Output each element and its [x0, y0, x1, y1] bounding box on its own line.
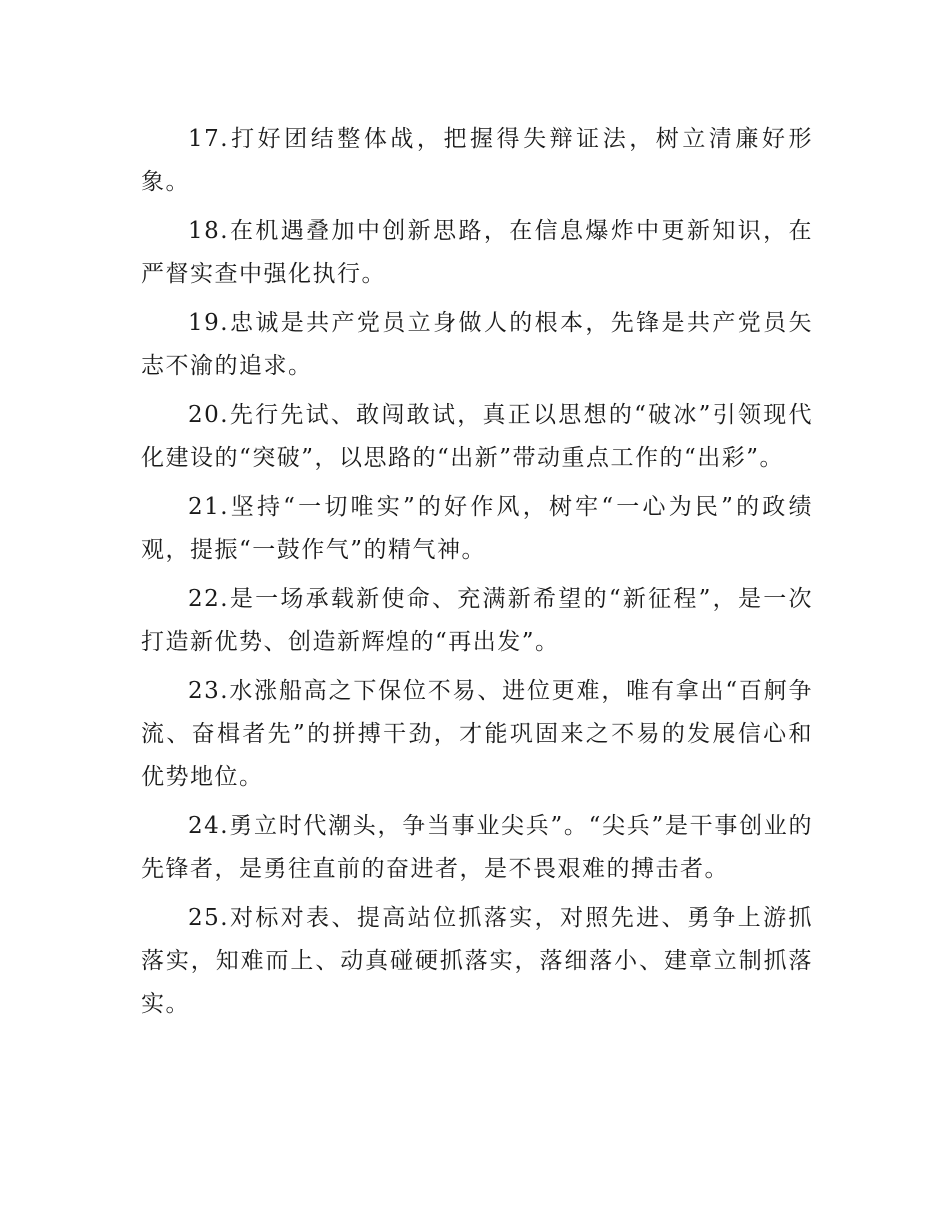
paragraph-18: 18.在机遇叠加中创新思路，在信息爆炸中更新知识，在严督实查中强化执行。 — [141, 218, 813, 287]
paragraph-20: 20.先行先试、敢闯敢试，真正以思想的“破冰”引领现代化建设的“突破”，以思路的“出新”带动重点工作的“出彩”。 — [141, 402, 813, 471]
paragraph-25: 25.对标对表、提高站位抓落实，对照先进、勇争上游抓落实，知难而上、动真碰硬抓落实，落细落小、建章立制抓落实。 — [141, 905, 813, 1017]
paragraph-21: 21.坚持“一切唯实”的好作风，树牢“一心为民”的政绩观，提振“一鼓作气”的精气神。 — [141, 494, 813, 563]
paragraph-24: 24.勇立时代潮头，争当事业尖兵”。“尖兵”是干事创业的先锋者，是勇往直前的奋进者，是不畏艰难的搏击者。 — [141, 813, 813, 882]
document-body — [141, 118, 813, 1032]
paragraph-17: 17.打好团结整体战，把握得失辩证法，树立清廉好形象。 — [141, 126, 813, 195]
paragraph-19: 19.忠诚是共产党员立身做人的根本，先锋是共产党员矢志不渝的追求。 — [141, 310, 813, 379]
paragraph-23: 23.水涨船高之下保位不易、进位更难，唯有拿出“百舸争流、奋楫者先”的拼搏干劲，才能巩固来之不易的发展信心和优势地位。 — [141, 678, 813, 790]
paragraph-22: 22.是一场承载新使命、充满新希望的“新征程”，是一次打造新优势、创造新辉煌的“再出发”。 — [141, 586, 813, 655]
